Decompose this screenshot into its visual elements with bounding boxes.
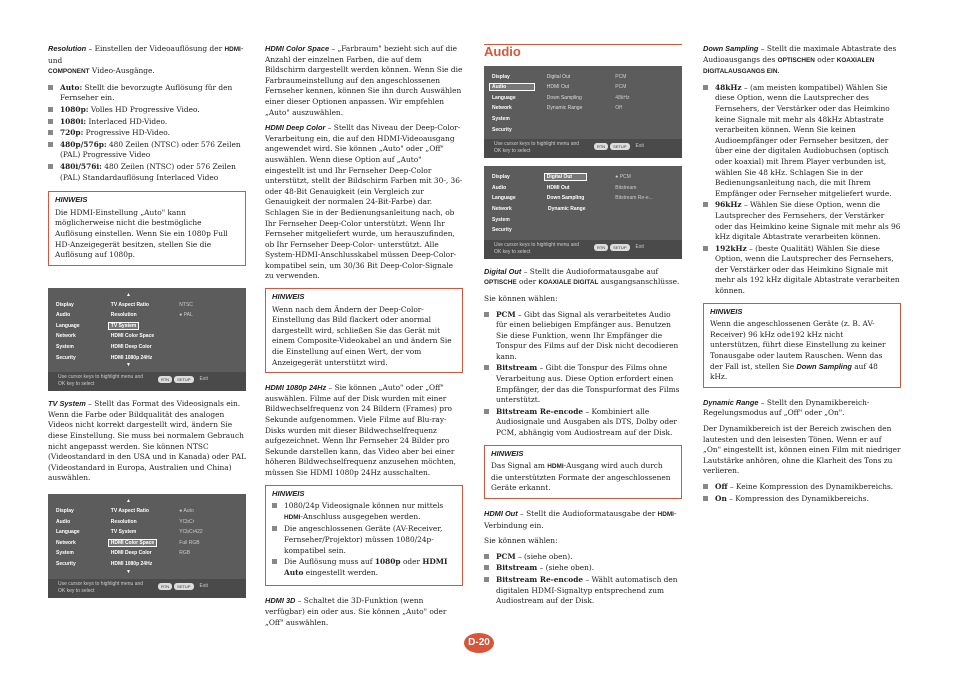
setup-button-icon: SETUP [610, 244, 629, 251]
menu-item[interactable]: Network [492, 105, 512, 112]
exit-label: Exit [635, 143, 644, 150]
list-item: 1080/24p Videosignale können nur mittels HDMI-Anschluss ausgegeben werden. [272, 501, 456, 523]
dynamic-range-list [703, 482, 901, 504]
list-item: Bitstream Re-encode – Kombiniert alle Audiosignale und Ausgaben als DTS, Dolby oder PCM, abhängig vom Audiostream auf der Disk. [484, 407, 682, 439]
list-item: 1080i: Interlaced HD-Video. [48, 117, 246, 128]
hinweis-text: Wenn die angeschlossenen Geräte (z. B. AV-Receiver) 96 kHz ode192 kHz nicht unterstützen, führt diese Einstellung zu keiner Tonausgabe oder lautem Rauschen. Wenn das der Fall ist, stellen Sie Down Sampling auf 48 kHz. [710, 319, 886, 382]
menu-option[interactable]: Dynamic Range [548, 205, 586, 212]
exit-label: Exit [199, 582, 208, 589]
resolution-list [48, 83, 246, 183]
column-2 [265, 44, 463, 633]
menu-item[interactable]: Network [492, 205, 512, 212]
component-label: COMPONENT [48, 68, 90, 76]
color-space-term: HDMI Color Space [265, 44, 330, 53]
menu-item[interactable]: Language [56, 529, 80, 536]
list-item: 480i/576i: 480 Zeilen (NTSC) oder 576 Zeilen (PAL) Standardauflösung Interlaced Video [48, 162, 246, 183]
menu-item[interactable]: Network [56, 333, 76, 340]
color-space-paragraph [265, 44, 463, 118]
list-item: Auto: Stellt die bevorzugte Auflösung für den Fernseher ein. [48, 83, 246, 104]
list-item: On – Kompression des Dynamikbereichs. [703, 494, 901, 505]
rtn-button-icon: RTN [594, 143, 608, 150]
menu-hint: Use cursor keys to highlight menu and [494, 141, 580, 148]
hdmi-1080p-text: – Sie können „Auto" oder „Off" auswählen. Filme auf der Disk wurden mit einer Bildwechselfrequenz von 24 Bildern (Frames) pro Sekunde aufgenommen. Viele Filme auf Blu-ray-Disks wurden mit dieser Bildwechselfrequenz aufgezeichnet. Wenn Ihr Fernseher 24 Bilder pro Sekunde darstellen kann, das Video aber bei einer höheren Bildwechselfrequenz anzusehen möchten, müssen Sie HDMI 1080p 24Hz ausschalten. [265, 383, 456, 477]
hdmi-out-paragraph: HDMI Out – Stellt die Audioformatausgabe der HDMI-Verbindung ein. [484, 509, 677, 530]
hinweis-box [48, 191, 246, 266]
down-sampling-list [703, 83, 901, 297]
column-1 [48, 44, 246, 604]
list-item: Bitstream – (siehe oben). [484, 563, 682, 574]
setup-menu-screenshot [48, 494, 246, 598]
menu-hint: OK key to select [58, 381, 95, 388]
hinweis-box [265, 288, 463, 373]
hdmi-label: HDMI [224, 46, 241, 53]
audio-menu-screenshot [484, 166, 682, 259]
menu-option-selected[interactable]: HDMI Color Space [108, 539, 157, 547]
rtn-button-icon: RTN [158, 583, 172, 590]
menu-value[interactable]: RGB [179, 550, 191, 557]
menu-option[interactable]: HDMI Color Space [110, 333, 155, 340]
hinweis-title: HINWEIS [272, 292, 305, 302]
setup-button-icon: SETUP [174, 583, 193, 590]
menu-value[interactable]: Full RGB [179, 539, 200, 546]
list-item: 1080p: Volles HD Progressive Video. [48, 105, 246, 116]
list-item: 48kHz – (am meisten kompatibel) Wählen Sie diese Option, wenn die Lautsprecher des Fernsehers, der Verstärker oder das Heimkino keine Signale mit mehr als 48kHz Abtastrate verarbeiten können. Wenn Sie keinen Audioempfänger oder Fernseher besitzen, der über eine der digitalen Audiobuchsen (optisch oder koaxial) mit Ihrem Player verbunden ist, wählen Sie 48 kHz. Schlagen Sie in der Bedienungsanleitung nach, die mit Ihrem Empfänger oder Fernseher mitgeliefert wurde. [703, 83, 901, 200]
hinweis-list [272, 501, 456, 578]
hinweis-title: HINWEIS [55, 195, 88, 205]
list-item: 96kHz – Wählen Sie diese Option, wenn die Lautsprecher des Fernsehers, der Verstärker oder das Heimkino keine Signale mit mehr als 96 kHz digitale Abtastrate verarbeiten können. [703, 200, 901, 242]
hinweis-box [484, 445, 682, 499]
dynamic-range-description: Der Dynamikbereich ist der Bereich zwischen den lautesten und den leisesten Tönen. Wenn er auf „On" eingestellt ist, können einen Film mit niedriger Lautstärke anhören, ohne die Klarheit des Tons zu verlieren. [703, 424, 901, 476]
menu-option[interactable]: Digital Out [546, 73, 571, 80]
menu-option[interactable]: TV Aspect Ratio [110, 301, 149, 308]
hinweis-text: Das Signal am HDMI-Ausgang wird auch durch die unterstützten Formate der angeschlossenen Geräte erkannt. [491, 461, 671, 493]
deep-color-paragraph [265, 123, 463, 282]
menu-item[interactable]: System [56, 550, 74, 557]
list-item: Bitstream – Gibt die Tonspur des Films ohne Verarbeitung aus. Diese Option erfordert einen Empfänger, der das die Tonspurformat des Films unterstützt. [484, 363, 682, 405]
exit-label: Exit [199, 376, 208, 383]
menu-option[interactable]: HDMI 1080p 24Hz [110, 354, 153, 361]
menu-item[interactable]: Display [492, 174, 510, 181]
resolution-text: - und [48, 44, 244, 65]
deep-color-text: – Stellt das Niveau der Deep-Color-Verarbeitung ein, die auf den HDMI-Videoausgang angewendet wird. Sie können „Auto" oder „Off" auswählen. Wenn diese Option auf „Auto" eingestellt ist und Ihr Fernseher Deep-Color unterstützt, stellt der Bildschirm Farben mit 30-, 36- oder 48-Bit Genauigkeit (ein Vergleich zur Genauigkeit der normalen 24-Bit-Farbe) dar. Schlagen Sie in der Bedienungsanleitung nach, ob Ihr Fernseher Deep-Color unterstützt. Wenn Ihr Fernseher mitgeliefert wurde, um herauszufinden, ob Ihr Fernseher Deep-Color- unterstützt. Alle System-HDMI-Anschlusskabel müssen Deep-Color-kompatibel sein, um 30/36 Bit Deep-Color-Signale zu verwenden. [265, 123, 463, 281]
menu-hint: OK key to select [494, 248, 531, 255]
hdmi-1080p-paragraph [265, 383, 463, 478]
hdmi-3d-paragraph [265, 596, 463, 628]
resolution-paragraph [48, 44, 246, 78]
setup-menu-screenshot [48, 288, 246, 392]
digital-out-paragraph: Digital Out – Stellt die Audioformatausgabe auf OPTISCHE oder KOAXIALE DIGITAL ausgangsanschlüsse. [484, 266, 680, 287]
audio-menu-screenshot [484, 66, 682, 159]
menu-hint: Use cursor keys to highlight menu and [58, 580, 144, 587]
menu-item[interactable]: Security [56, 560, 76, 567]
menu-item[interactable]: System [492, 216, 510, 223]
hinweis-title: HINWEIS [491, 448, 524, 458]
menu-value[interactable]: ● PCM [615, 174, 631, 181]
hdmi-3d-term: HDMI 3D [265, 596, 296, 606]
menu-value[interactable]: ● Auto [179, 508, 194, 514]
menu-hint: OK key to select [494, 148, 531, 155]
color-space-text: – „Farbraum" bezieht sich auf die Anzahl der einzelnen Farben, die auf dem Bildschirm dargestellt werden können. Wenn Sie die Farbraumeinstellung auf den angeschlossenen Fernseher kennen, können Sie ihn durch Auswählen einer dieser Optionen anpassen. Wir empfehlen „Auto" auszuwählen. [265, 44, 463, 117]
hinweis-text: Die HDMI-Einstellung „Auto" kann möglicherweise nicht die bestmögliche Auflösung einstellen. Wenn Sie ein 1080p Full HD-Anzeigegerät besitzen, stellen Sie die Auflösung auf 1080p. [55, 207, 228, 260]
list-item: Bitstream Re-encode – Wählt automatisch den digitalen HDMI-Signaltyp entsprechend zum Audiostream auf der Disk. [484, 575, 682, 607]
menu-value[interactable]: Off [615, 105, 622, 112]
hinweis-title: HINWEIS [272, 488, 305, 498]
arrow-up-icon: ▲ [126, 498, 131, 504]
arrow-down-icon: ▼ [126, 568, 131, 575]
menu-item[interactable]: Network [56, 539, 76, 546]
menu-value[interactable]: NTSC [179, 301, 193, 308]
down-sampling-paragraph: Down Sampling – Stellt die maximale Abtastrate des Audioausgangs des OPTISCHEN oder KOAXIALEN DIGITALAUSGANGS EIN. [703, 44, 897, 76]
menu-option[interactable]: Dynamic Range [546, 105, 583, 112]
menu-value[interactable]: 48kHz [615, 94, 630, 101]
menu-option[interactable]: HDMI Deep Color [110, 550, 152, 557]
menu-option[interactable]: HDMI Deep Color [110, 344, 152, 351]
menu-item[interactable]: Display [492, 73, 510, 80]
page-number: D-20 [464, 633, 494, 653]
hinweis-box [265, 485, 463, 587]
arrow-up-icon: ▲ [126, 291, 131, 298]
menu-value[interactable]: Bitstream Re-e... [615, 195, 653, 202]
menu-item[interactable]: Language [56, 322, 80, 329]
menu-footer [484, 139, 682, 158]
rtn-button-icon: RTN [594, 244, 608, 251]
menu-hint: Use cursor keys to highlight menu and [494, 241, 580, 248]
list-item: 192kHz – (beste Qualität) Wählen Sie diese Option, wenn die Lautsprecher des Fernsehers, der Verstärker oder das Heimkino Signale mit mehr als 192 kHz digitale Abtastrate verarbeiten können. [703, 244, 901, 297]
menu-item[interactable]: Security [56, 354, 76, 361]
menu-option[interactable]: Down Sampling [546, 195, 585, 202]
menu-option[interactable]: Down Sampling [546, 94, 582, 101]
exit-label: Exit [635, 243, 644, 250]
list-item: 480p/576p: 480 Zeilen (NTSC) oder 576 Zeilen (PAL) Progressive Video [48, 140, 246, 161]
list-item: Die Auflösung muss auf 1080p oder HDMI Auto eingestellt werden. [272, 557, 456, 578]
hdmi-1080p-term: HDMI 1080p 24Hz [265, 383, 327, 393]
menu-footer [48, 372, 246, 391]
list-item: Die angeschlossenen Geräte (AV-Receiver, Fernseher/Projektor) müssen 1080/24p-kompatibel sein. [272, 524, 456, 556]
rtn-button-icon: RTN [158, 376, 172, 383]
menu-item[interactable]: Display [56, 508, 74, 514]
digital-out-term: Digital Out [484, 266, 522, 276]
setup-button-icon: SETUP [174, 376, 193, 383]
menu-item[interactable]: Security [492, 126, 512, 133]
column-3 [484, 44, 682, 612]
setup-button-icon: SETUP [610, 143, 629, 150]
dynamic-range-paragraph: Dynamic Range – Stellt den Dynamikbereich-Regelungsmodus auf „Off" oder „On". [703, 397, 870, 418]
deep-color-term: HDMI Deep Color [265, 123, 326, 133]
menu-value[interactable]: YCbCr [179, 518, 195, 525]
tv-system-text: – Stellt das Format des Videosignals ein. Wenn die Farbe oder Bildqualität des analogen Videos nicht korrekt dargestellt wird, ändern Sie diese Einstellung. Sie muss bei normalem Gebrauch nicht angepasst werden. Sie können NTSC (Videostandard in den USA und in Kanada) oder PAL (Videostandard in Europa, Australien und China) auswählen. [48, 399, 246, 483]
menu-value[interactable]: Bitstream [615, 184, 637, 191]
menu-option[interactable]: TV System [110, 529, 137, 536]
list-item: Off – Keine Kompression des Dynamikbereichs. [703, 482, 901, 493]
menu-item[interactable]: Audio [56, 312, 71, 319]
menu-option-selected[interactable]: Digital Out [544, 173, 587, 181]
menu-option[interactable]: HDMI Out [546, 84, 570, 91]
dynamic-range-term: Dynamic Range [703, 397, 759, 407]
hinweis-box [703, 303, 901, 388]
hinweis-text: Wenn nach dem Ändern der Deep-Color-Einstellung das Bild flackert oder anormal dargestellt wird, schließen Sie das Gerät mit einem Composite-Videokabel an und ändern Sie die Einstellung auf einen Wert, der vom Anzeigegerät unterstützt wird. [272, 304, 452, 367]
arrow-down-icon: ▼ [126, 362, 131, 369]
hinweis-title: HINWEIS [710, 306, 743, 316]
menu-hint: OK key to select [58, 587, 95, 594]
hdmi-out-term: HDMI Out [484, 509, 518, 518]
menu-value[interactable]: PCM [615, 84, 627, 91]
list-item: PCM – (siehe oben). [484, 552, 682, 563]
menu-footer [48, 579, 246, 598]
down-sampling-term: Down Sampling [703, 44, 759, 53]
tv-system-paragraph [48, 399, 246, 484]
menu-option[interactable]: HDMI 1080p 24Hz [110, 560, 153, 567]
menu-value[interactable]: PCM [615, 73, 627, 80]
list-item: PCM – Gibt das Signal als verarbeitetes Audio für einen beliebigen Empfänger aus. Benutzen Sie diese Funktion, wenn Ihr Empfänger die Tonspur des Films auf der Disk nicht decodieren kann. [484, 310, 682, 363]
tv-system-term: TV System [48, 399, 86, 409]
select-hint: Sie können wählen: [484, 293, 558, 303]
menu-option[interactable]: TV Aspect Ratio [110, 508, 149, 514]
menu-item[interactable]: Audio [492, 184, 507, 191]
menu-footer [484, 240, 682, 259]
menu-option[interactable]: HDMI Out [546, 184, 570, 191]
menu-option[interactable]: Resolution [110, 312, 137, 319]
resolution-term: Resolution [48, 44, 87, 53]
menu-item[interactable]: Audio [56, 518, 71, 525]
menu-item[interactable]: Display [56, 301, 74, 308]
select-hint: Sie können wählen: [484, 536, 558, 546]
menu-hint: Use cursor keys to highlight menu and [58, 374, 144, 381]
menu-option[interactable]: Resolution [110, 518, 137, 525]
hdmi-3d-text: – Schaltet die 3D-Funktion (wenn verfügbar) ein oder aus. Sie können „Auto" oder „Off" auswählen. [265, 596, 447, 627]
digital-out-list [484, 310, 682, 439]
section-title: Audio [484, 44, 682, 58]
menu-option-selected[interactable]: TV System [108, 322, 140, 330]
menu-item[interactable]: Security [492, 227, 512, 234]
menu-value[interactable]: ● PAL [179, 312, 193, 319]
menu-item[interactable]: Language [492, 195, 516, 202]
menu-value[interactable]: YCbCr422 [179, 529, 203, 536]
menu-item[interactable]: System [56, 344, 74, 351]
column-4 [703, 44, 901, 509]
resolution-text: – Einstellen der Videoauflösung der [86, 44, 225, 53]
menu-item[interactable]: Language [492, 94, 516, 101]
hdmi-out-list [484, 552, 682, 607]
resolution-text: Video-Ausgänge. [89, 66, 155, 76]
list-item: 720p: Progressive HD-Video. [48, 128, 246, 139]
menu-item-selected[interactable]: Audio [489, 83, 535, 91]
menu-item[interactable]: System [492, 115, 510, 122]
